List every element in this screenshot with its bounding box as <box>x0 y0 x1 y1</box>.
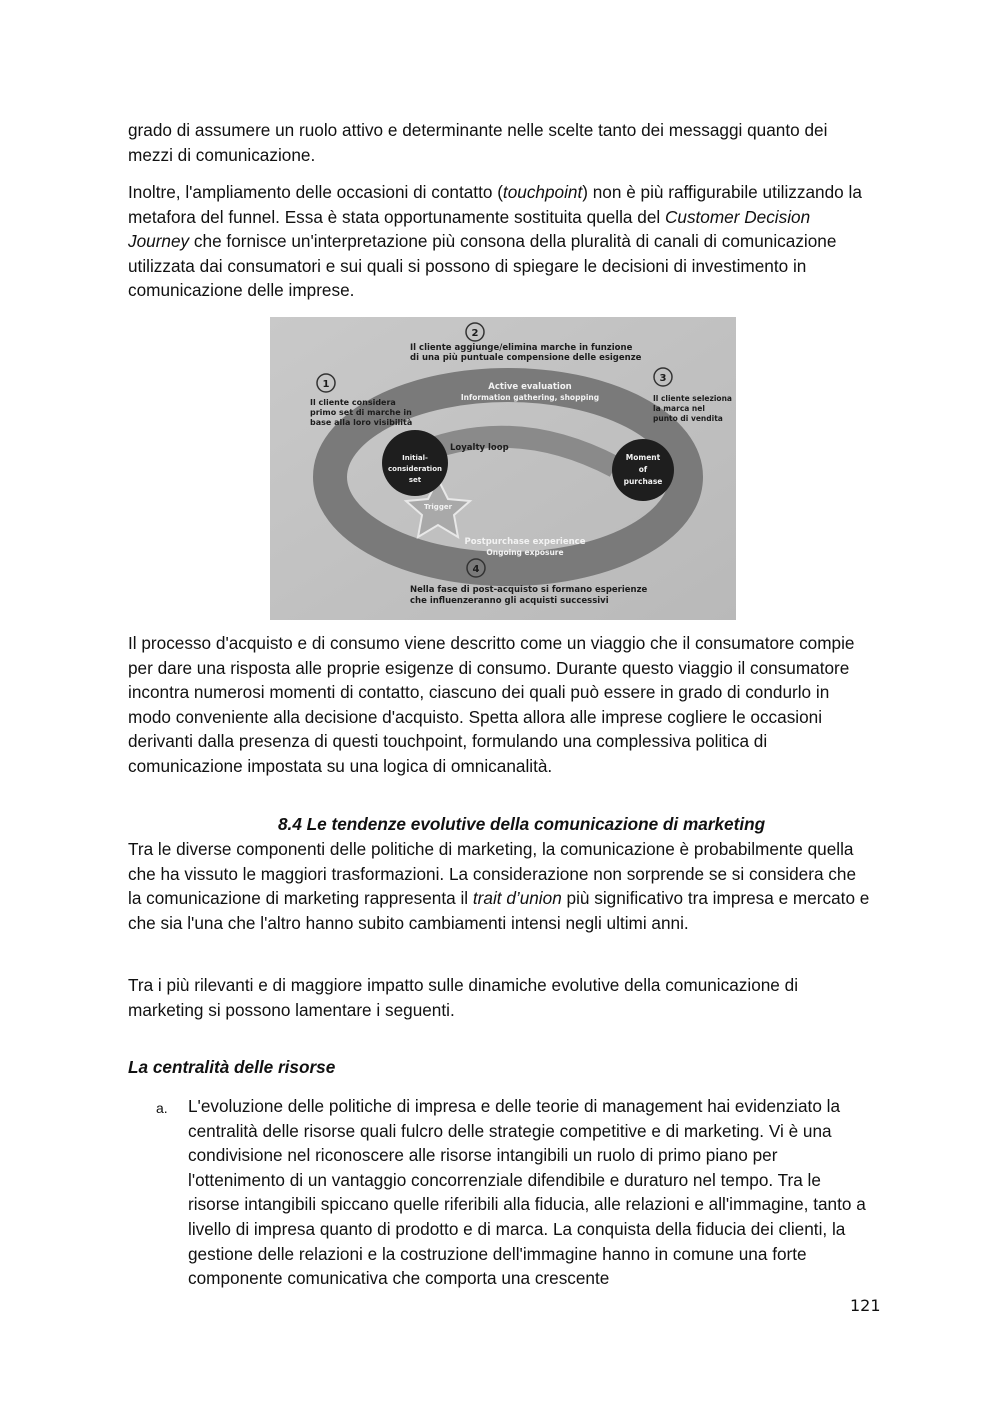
subsection-heading: La centralità delle risorse <box>128 1057 336 1077</box>
trigger-label: Trigger <box>423 503 453 511</box>
initial-set-circle <box>382 430 448 496</box>
step-2-text: Il cliente aggiunge/elimina marche in funzione <box>410 343 633 353</box>
step-2-number: 2 <box>471 328 479 339</box>
loyalty-loop-label: Loyalty loop <box>450 443 509 453</box>
list-item-text: L'evoluzione delle politiche di impresa e delle teorie di management hai evidenziato la centralità delle risorse quali fulcro delle strategie competitive e di marketing. Vi è una condivisione nel riconoscere alle risorse intangibili un ruolo di primo piano per l'ottenimento di un vantaggio concorrenziale difendibile e duraturo nel tempo. Tra le risorse intangibili spiccano quelle riferibili alla fiducia, alle relazioni e all'immagine, tanto a livello di impresa quanto di prodotto e di marca. La conquista della fiducia dei clienti, la gestione delle relazioni e la costruzione dell'immagine hanno in comune una forte componente comunicativa che comporta una crescente <box>188 1096 866 1289</box>
text-span: Tra le diverse componenti delle politiche di marketing, la comunicazione è probabilmente quella che ha vissuto le maggiori trasformazioni. La considerazione non sorprende se si considera che la comunicazione di marketing rappresenta il <box>128 839 857 909</box>
step-1-number: 1 <box>322 379 330 390</box>
step-1-text: primo set di marche in <box>310 408 412 417</box>
step-4-number: 4 <box>472 564 480 575</box>
list-item <box>156 1094 876 1291</box>
step-3-number: 3 <box>659 373 667 384</box>
text-span: che fornisce un'interpretazione più consona della pluralità di canali di comunicazione utilizzata dai consumatori e sui quali si possono di spiegare le decisioni di investimento in comunicazione delle imprese. <box>128 231 837 301</box>
active-evaluation-sublabel: Information gathering, shopping <box>460 393 600 402</box>
step-2-text: di una più puntuale compensione delle esigenze <box>410 353 642 363</box>
italic-term: trait d’union <box>472 888 562 909</box>
step-4-text: che influenzeranno gli acquisti successivi <box>410 596 609 606</box>
italic-term: touchpoint <box>502 182 583 202</box>
paragraph-journey <box>128 631 873 779</box>
section-heading: 8.4 Le tendenze evolutive della comunicazione di marketing <box>278 814 766 834</box>
moment-purchase-label: Moment <box>625 453 661 462</box>
initial-set-label: set <box>408 476 422 484</box>
step-1-text: Il cliente considera <box>310 398 396 407</box>
step-3-text: la marca nel <box>653 404 705 413</box>
paragraph-relevant <box>128 973 873 1022</box>
italic-term: Customer Decision Journey <box>128 206 811 252</box>
step-4-text: Nella fase di post-acquisto si formano esperienze <box>410 585 648 595</box>
moment-purchase-label: of <box>638 465 648 474</box>
page-number: 121 <box>850 1296 881 1315</box>
ongoing-exposure-label: Ongoing exposure <box>486 548 564 557</box>
ordered-list <box>156 1094 876 1291</box>
text-span: più significativo tra impresa e mercato e che sia l'una che l'altro hanno subito cambiamenti intensi negli ultimi anni. <box>128 888 870 933</box>
paragraph-text: Tra i più rilevanti e di maggiore impatto sulle dinamiche evolutive della comunicazione di marketing si possono lamentare i seguenti. <box>128 975 799 1020</box>
active-evaluation-label: Active evaluation <box>488 382 572 392</box>
text-span: Inoltre, l'ampliamento delle occasioni di contatto ( <box>128 182 503 202</box>
initial-set-label: consideration <box>388 465 442 473</box>
paragraph-trends <box>128 837 873 935</box>
list-marker: a. <box>156 1100 168 1116</box>
paragraph-intro <box>128 118 873 167</box>
step-1-text: base alla loro visibilità <box>310 418 413 427</box>
step-3-text: punto di vendita <box>653 414 723 423</box>
paragraph-text <box>128 180 873 303</box>
paragraph-touchpoint <box>128 180 873 303</box>
moment-purchase-label: purchase <box>623 477 663 486</box>
paragraph-text: grado di assumere un ruolo attivo e determinante nelle scelte tanto dei messaggi quanto dei mezzi di comunicazione. <box>128 120 828 165</box>
paragraph-text: Il processo d'acquisto e di consumo viene descritto come un viaggio che il consumatore compie per dare una risposta alle proprie esigenze di consumo. Durante questo viaggio il consumatore incontra numerosi momenti di contatto, ciascuno dei quali può essere in grado di condurlo in modo conveniente alla decisione d'acquisto. Spetta allora alle imprese cogliere le occasioni derivanti dalla presenza di questi touchpoint, formulando una complessiva politica di comunicazione impostata su una logica di omnicanalità. <box>128 633 855 776</box>
postpurchase-label: Postpurchase experience <box>464 537 586 547</box>
initial-set-label: Initial- <box>402 454 428 462</box>
journey-diagram <box>270 317 736 620</box>
step-3-text: Il cliente seleziona <box>653 394 732 403</box>
customer-decision-journey-figure <box>270 317 736 620</box>
text-span: ) non è più raffigurabile utilizzando la metafora del funnel. Essa è stata opportunamente sostituita quella del <box>128 182 862 227</box>
paragraph-text <box>128 837 873 935</box>
